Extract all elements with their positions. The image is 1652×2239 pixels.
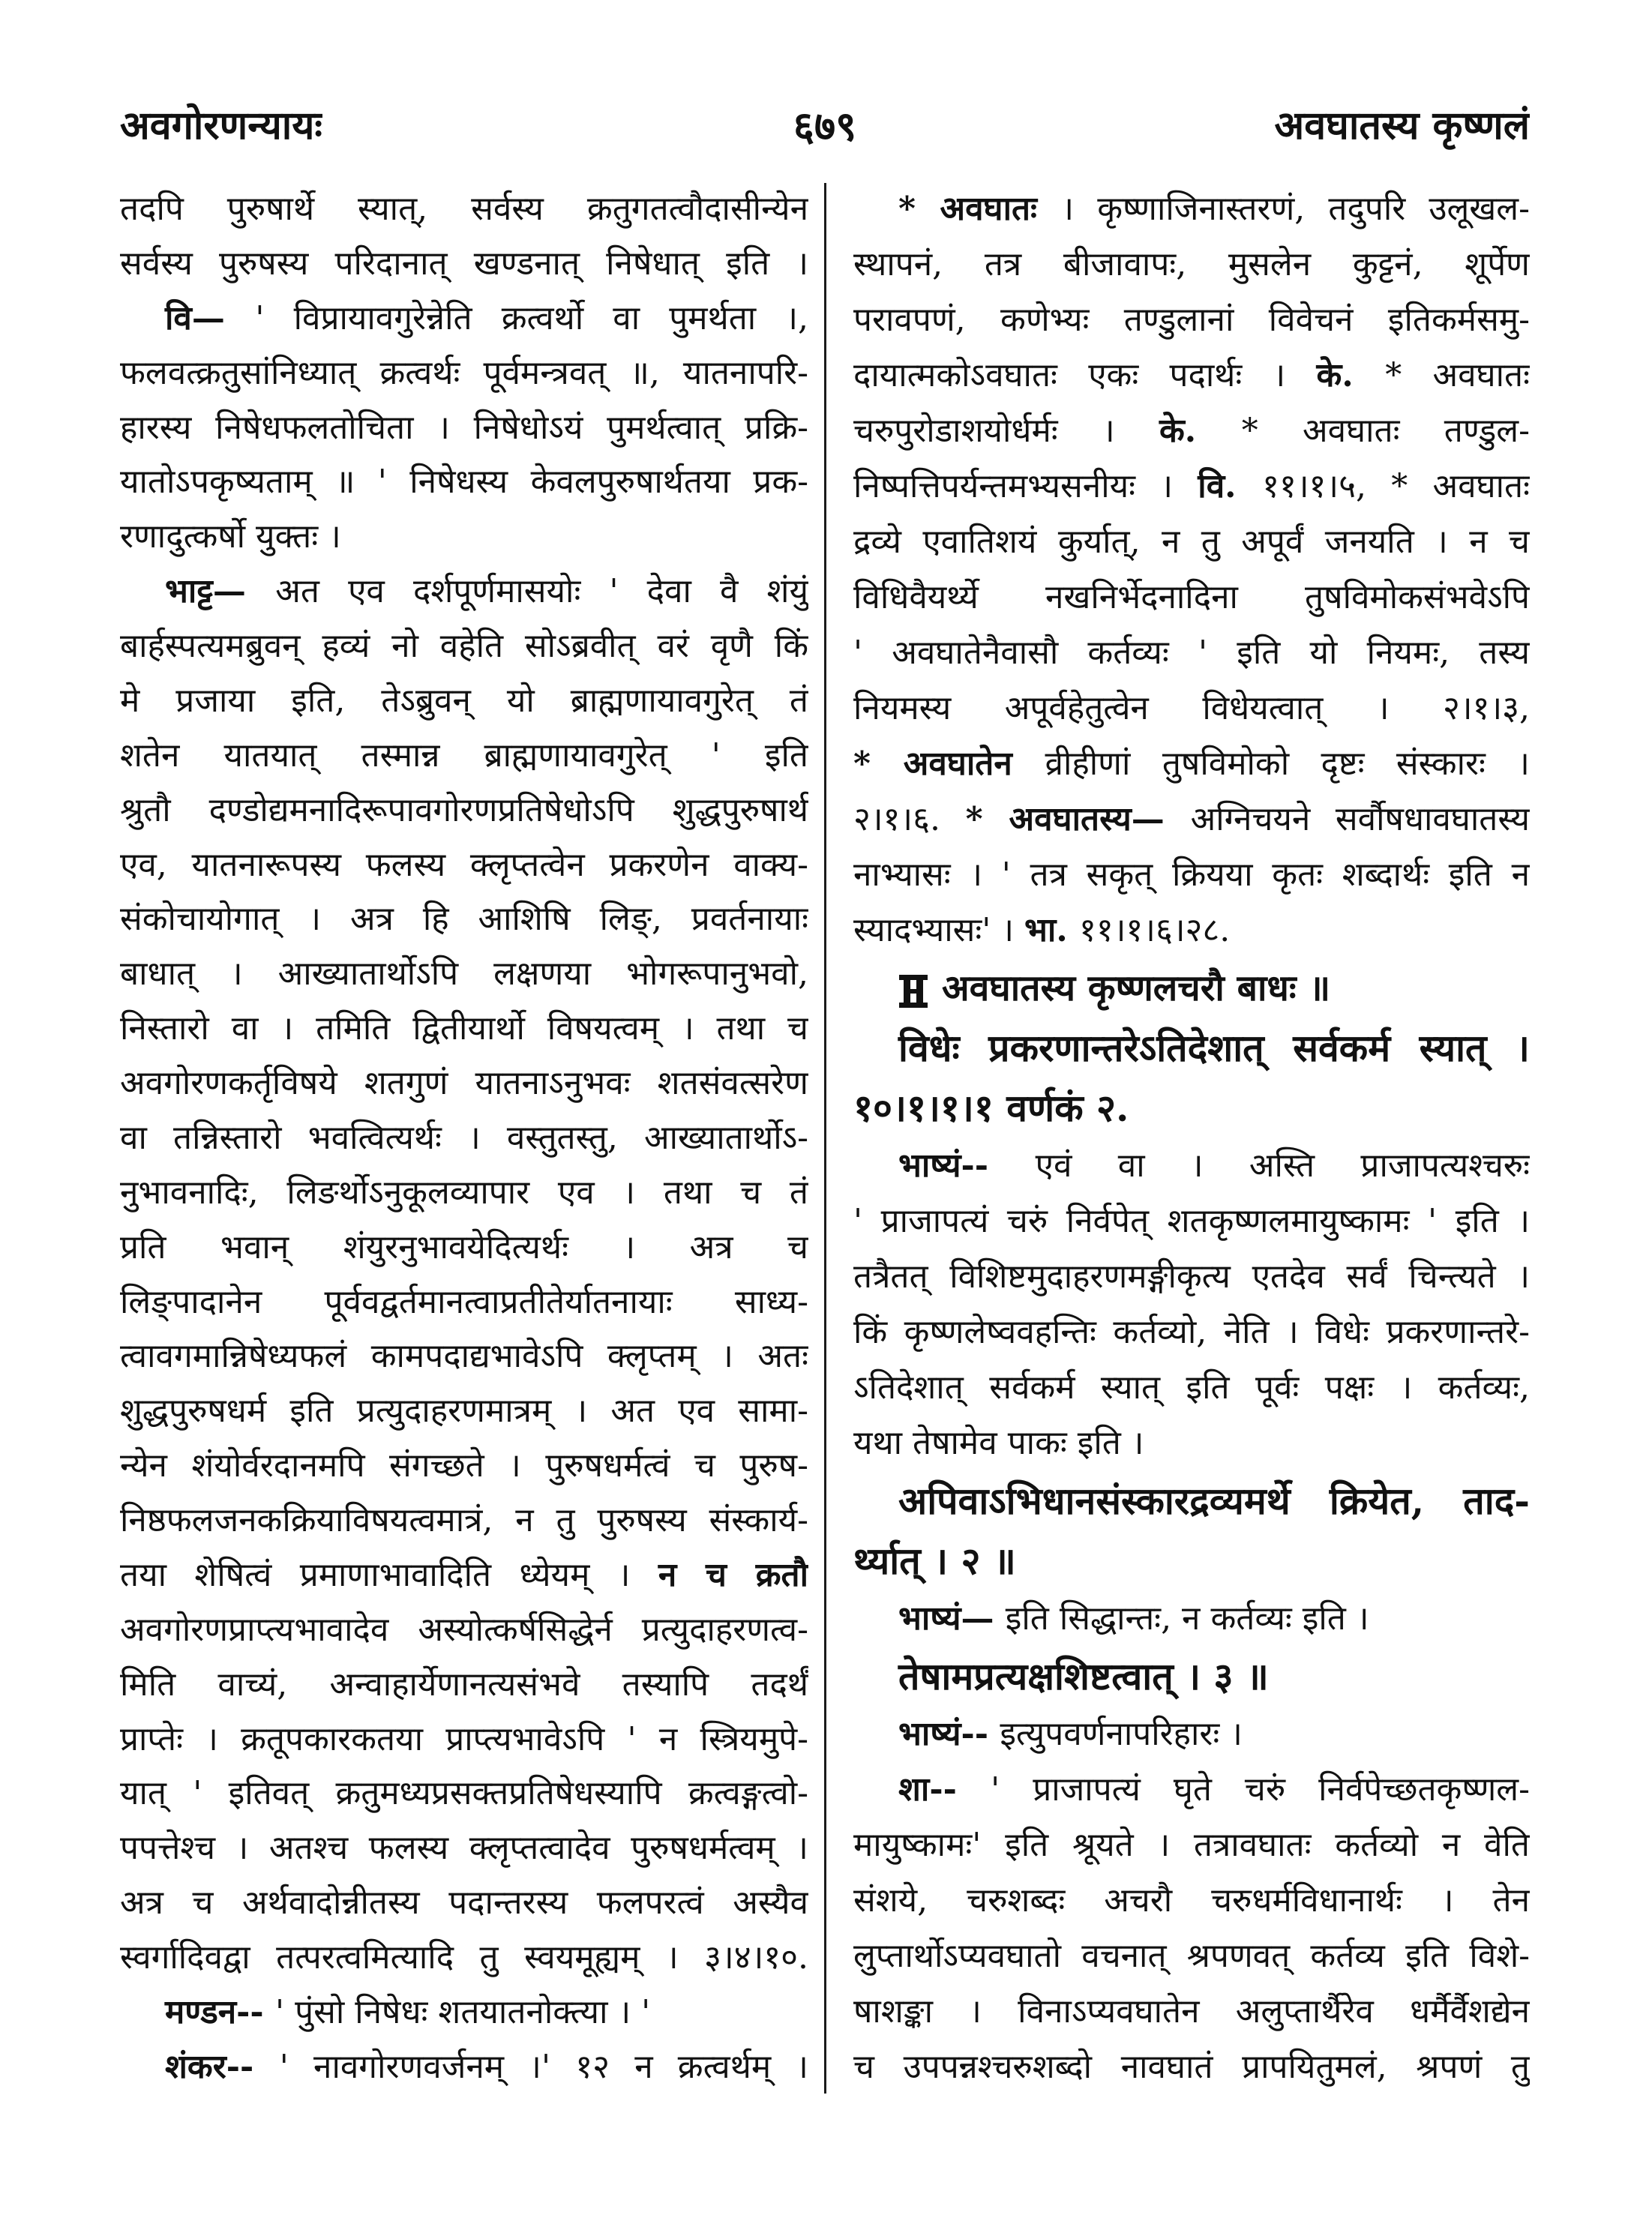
bold-label: * अवघातः [898,190,1062,228]
text-segment: हारस्य निषेधफलतोचिता । निषेधोऽयं पुमर्थत्वात् प्रक्रि- [120,408,808,447]
text-segment: इत्युपवर्णनापरिहारः । [1000,1715,1243,1753]
text-segment: दायात्मकोऽवघातः एकः पदार्थः । [853,356,1317,394]
line-content [120,1716,808,1763]
line-content [120,350,808,397]
section-heading [853,963,1530,1014]
bold-label: शंकर-- [165,2047,280,2086]
running-title-left: अवगोरणन्यायः [120,103,322,148]
running-title-right: अवघातस्य कृष्णलं [1274,103,1530,148]
text-segment: यात् ' इतिवत् क्रतुमध्यप्रसक्तप्रतिषेधस्यापि क्रत्वङ्गत्वो- [120,1774,808,1813]
text-line [853,463,1530,510]
text-segment: * अवघातः [1385,356,1530,394]
line-content [898,1023,1530,1074]
line-content [853,1083,1530,1134]
line-content [120,1006,808,1052]
bold-label: र्थ्यात् । २ ॥ [853,1539,1016,1583]
line-content [853,519,1530,565]
line-content [120,1662,808,1708]
line-content [120,1497,808,1544]
line-content [898,1711,1530,1758]
line-content [120,1388,808,1434]
bold-label: के. [1316,356,1386,394]
text-segment: एव, यातनारूपस्य फलस्य क्लृप्तत्वेन प्रकरणेन वाक्य- [120,845,808,884]
text-line [853,297,1530,343]
text-line [120,1170,808,1216]
text-line [853,1420,1530,1467]
line-content [120,678,808,724]
text-segment: रणादुत्कर्षो युक्तः । [120,517,341,556]
line-content [120,459,808,505]
text-line [853,685,1530,732]
line-content [853,630,1530,676]
text-segment: वा तन्निस्तारो भवत्वित्यर्थः । वस्तुतस्तु, आख्यातार्थोऽ- [120,1118,808,1157]
text-segment: ११।१।६।२८. [1078,911,1231,949]
text-line [853,408,1530,454]
bold-label: भा. [1024,911,1079,949]
line-content [853,1309,1530,1356]
bold-label: १०।१।१।१ वर्णकं २. [853,1086,1129,1130]
sutra-line [853,1083,1530,1134]
line-content [853,463,1530,510]
line-content [120,1170,808,1216]
sutra-line [853,1651,1530,1702]
text-line [853,574,1530,621]
text-segment: न्येन शंयोर्वरदानमपि संगच्छते । पुरुषधर्मत्वं च पुरुष- [120,1446,808,1485]
line-content [120,1060,808,1107]
text-line [120,678,808,724]
text-segment: २।१।६. [853,800,966,838]
text-line [853,1596,1530,1642]
text-segment: द्रव्ये एवातिशयं कुर्यात्, न तु अपूर्वं जनयति । न च [853,523,1530,561]
text-segment: नियमस्य अपूर्वहेतुत्वेन विधेयत्वात् । २।१।३, [853,689,1530,727]
text-segment: किं कृष्णलेष्ववहन्तिः कर्तव्यो, नेति । विधेः प्रकरणान्तरे- [853,1313,1530,1351]
line-content [120,1825,808,1872]
text-segment: परावपणं, कणेभ्यः तण्डुलानां विवेचनं इतिकर्मसमु- [853,301,1530,339]
text-line [120,1935,808,1981]
text-line [120,1716,808,1763]
text-segment: अवगोरणप्राप्त्यभावादेव अस्योत्कर्षसिद्धेर्न प्रत्युदाहरणत्व- [120,1610,808,1649]
text-segment: । कृष्णाजिनास्तरणं, तदुपरि उलूखल- [1061,190,1530,228]
line-content [120,733,808,779]
line-content [853,852,1530,898]
line-content [120,623,808,670]
text-segment: बार्हस्पत्यमब्रुवन् हव्यं नो वहेति सोऽब्रवीत् वरं वृणै किं [120,627,808,665]
sutra-line [853,1023,1530,1074]
line-content [120,1279,808,1326]
bold-label: वि— [165,298,256,337]
text-segment: यातोऽपकृष्यताम् ॥ ' निषेधस्य केवलपुरुषार्थतया प्रक- [120,463,808,502]
text-line [120,1333,808,1380]
text-line [120,1497,808,1544]
text-line [120,241,808,287]
text-line [853,1254,1530,1300]
text-segment: स्वर्गादिवद्वा तत्परत्वमित्यादि तु स्वयमूह्यम् । ३।४।१०. [120,1938,808,1977]
text-segment: ' प्राजापत्यं घृते चरुं निर्वपेच्छतकृष्णल- [991,1770,1530,1809]
text-line [120,1224,808,1271]
text-segment: ऽतिदेशात् सर्वकर्म स्यात् इति पूर्वः पक्षः । कर्तव्यः, [853,1368,1530,1407]
text-segment: तत्रैतत् विशिष्टमुदाहरणमङ्गीकृत्य एतदेव सर्वं चिन्त्यते । [853,1257,1530,1296]
line-content [853,741,1530,787]
text-line [853,907,1530,954]
text-line [120,350,808,397]
line-content [120,1607,808,1653]
line-content [120,842,808,889]
bold-label: के. [1159,412,1242,450]
line-content [120,1880,808,1926]
text-line [853,796,1530,843]
text-line [120,787,808,834]
line-content [120,787,808,834]
text-line [853,1143,1530,1189]
text-segment: शुद्धपुरुषधर्म इति प्रत्युदाहरणमात्रम् । अत एव सामा- [120,1392,808,1431]
text-line [120,1770,808,1817]
text-segment: निष्पत्तिपर्यन्तमभ्यसनीयः । [853,467,1198,505]
text-segment: श्रुतौ दण्डोद्यमनादिरूपावगोरणप्रतिषेधोऽपि शुद्धपुरुषार्थ [120,790,808,829]
text-segment: ' अवघातेनैवासौ कर्तव्यः ' इति यो नियमः, तस्य [853,634,1530,672]
line-content [853,2044,1530,2091]
text-line [853,1365,1530,1411]
text-line [120,1388,808,1434]
line-content [165,2044,808,2091]
text-segment: मिति वाच्यं, अन्वाहार्येणानत्यसंभवे तस्यापि तदर्थं [120,1665,808,1704]
line-content [898,1767,1530,1813]
text-line [853,1711,1530,1758]
text-segment: तदपि पुरुषार्थे स्यात्, सर्वस्य क्रतुगतत्वौदासीन्येन [120,190,808,228]
sutra-line [853,1476,1530,1527]
text-line [120,1006,808,1052]
line-content [853,796,1530,843]
text-segment: च उपपन्नश्चरुशब्दो नावघातं प्रापयितुमलं, श्रपणं तु [853,2048,1530,2086]
line-content [853,297,1530,343]
text-segment: इति सिद्धान्तः, न कर्तव्यः इति । [1005,1599,1369,1638]
line-content [853,685,1530,732]
line-content [898,1651,1530,1702]
text-segment: लिङ्पादानेन पूर्ववद्वर्तमानत्वाप्रतीतेर्यातनायाः साध्य- [120,1282,808,1321]
text-line [853,1198,1530,1245]
line-content [120,896,808,943]
text-line [853,186,1530,232]
text-line [120,405,808,451]
text-line [120,514,808,560]
text-segment: बाधात् । आख्यातार्थोऽपि लक्षणया भोगरूपानुभवो, [120,955,808,994]
text-segment: * अवघातः तण्डुल- [1241,412,1530,450]
text-line [120,623,808,670]
bold-label: भाष्यं-- [898,1715,1000,1753]
line-content [120,186,808,232]
text-line [120,2044,808,2091]
text-line [120,1552,808,1599]
text-line [853,519,1530,565]
text-segment: ' प्राजापत्यं चरुं निर्वपेत् शतकृष्णलमायुष्कामः ' इति । [853,1202,1530,1240]
line-content [120,405,808,451]
text-line [853,1989,1530,2035]
text-segment: ' पुंसो निषेधः शतयातनोक्त्या । ' [275,1992,651,2031]
text-line [853,2044,1530,2091]
text-line [120,1060,808,1107]
left-column [120,186,808,2091]
text-segment: अवगोरणकर्तृविषये शतगुणं यातनाऽनुभवः शतसंवत्सरेण [120,1064,808,1102]
text-segment: निस्तारो वा । तमिति द्वितीयार्थो विषयत्वम् । तथा च [120,1009,808,1048]
line-content [853,1989,1530,2035]
text-line [120,733,808,779]
bold-label: मण्डन-- [165,1992,276,2031]
bold-label: * अवघातेन [853,745,1045,783]
text-segment: फलवत्क्रतुसांनिध्यात् क्रत्वर्थः पूर्वमन्त्रवत् ॥, यातनापरि- [120,353,808,392]
text-segment: अत एव दर्शपूर्णमासयोः ' देवा वै शंयुं [275,572,808,611]
line-content [853,1536,1530,1587]
text-segment: लुप्तार्थोऽप्यवघातो वचनात् श्रपणवत् कर्तव्य इति विशे- [853,1937,1530,1975]
text-segment: षाशङ्का । विनाऽप्यवघातेन अलुप्तार्थैरेव धर्मैर्वैशद्येन [853,1992,1530,2031]
text-line [853,630,1530,676]
bold-label: अवघातस्य कृष्णलचरौ बाधः ॥ [942,967,1331,1009]
line-content [898,186,1530,232]
line-content [165,568,808,615]
line-content [853,907,1530,954]
text-segment: प्रति भवान् शंयुरनुभावयेदित्यर्थः । अत्र च [120,1227,808,1266]
text-segment: स्यादभ्यासः' । [853,911,1024,949]
text-line [120,295,808,342]
text-line [120,1662,808,1708]
text-line [120,1825,808,1872]
text-segment: निष्ठफलजनकक्रियाविषयत्वमात्रं, न तु पुरुषस्य संस्कार्य- [120,1501,808,1539]
text-segment: नाभ्यासः । ' तत्र सकृत् क्रियया कृतः शब्दार्थः इति न [853,856,1530,894]
section-mark-icon [898,974,928,1009]
sutra-line [853,1536,1530,1587]
column-divider [824,183,826,2094]
text-line [120,459,808,505]
line-content [898,1476,1530,1527]
text-segment: चरुपुरोडाशयोर्धर्मः । [853,412,1159,450]
bold-label: शा-- [898,1770,991,1809]
line-content [120,1333,808,1380]
text-segment: शतेन यातयात् तस्मान्न ब्राह्मणायावगुरेत् ' इति [120,736,808,775]
bold-label: न च क्रतौ [658,1555,808,1594]
text-line [120,1443,808,1489]
line-content [853,574,1530,621]
line-content [120,1552,808,1599]
line-content [898,1143,1530,1189]
text-line [853,1933,1530,1980]
text-line [120,186,808,232]
text-segment: अत्र च अर्थवादोन्नीतस्य पदान्तरस्य फलपरत्वं अस्यैव [120,1884,808,1923]
bold-label: * अवघातस्य— [965,800,1191,838]
bold-label: वि. [1198,467,1263,505]
line-content [853,1198,1530,1245]
line-content [853,1933,1530,1980]
text-segment: प्राप्तेः । क्रतूपकारकतया प्राप्त्यभावेऽपि ' न स्त्रियमुपे- [120,1719,808,1758]
text-line [853,1878,1530,1924]
text-segment: ' विप्रायावगुरेन्नेति क्रत्वर्थो वा पुमर्थता ।, [255,298,808,337]
text-line [853,1309,1530,1356]
text-line [853,352,1530,399]
bold-label: भाट्ट— [165,572,276,611]
text-segment: अग्निचयने सर्वौषधावघातस्य [1190,800,1530,838]
bold-label: अपिवाऽभिधानसंस्कारद्रव्यमर्थे क्रियेत, ताद- [898,1479,1530,1523]
bold-label: भाष्यं— [898,1599,1006,1638]
text-line [853,1767,1530,1813]
text-segment: एवं वा । अस्ति प्राजापत्यश्चरुः [1035,1146,1530,1185]
text-segment: स्थापनं, तत्र बीजावापः, मुसलेन कुट्टनं, शूर्पेण [853,245,1530,283]
text-segment: सर्वस्य पुरुषस्य परिदानात् खण्डनात् निषेधात् इति । [120,244,808,283]
page-number: ६७९ [793,102,857,150]
line-content [853,1420,1530,1467]
bold-label: विधेः प्रकरणान्तरेऽतिदेशात् सर्वकर्म स्यात् । [898,1026,1530,1070]
text-line [853,852,1530,898]
text-line [853,241,1530,288]
text-segment: विधिवैयर्थ्ये नखनिर्भेदनादिना तुषविमोकसंभवेऽपि [853,578,1530,616]
line-content [120,1443,808,1489]
text-line [853,1822,1530,1869]
line-content [165,295,808,342]
line-content [165,1989,808,2036]
text-segment: त्वावगमान्निषेध्यफलं कामपदाद्यभावेऽपि क्लृप्तम् । अतः [120,1337,808,1376]
line-content [120,1115,808,1161]
text-line [853,741,1530,787]
line-content [898,1596,1530,1642]
line-content [120,241,808,287]
text-segment: ११।१।५, * अवघातः [1262,467,1530,505]
running-header [120,96,1530,156]
text-line [120,896,808,943]
line-content [120,951,808,997]
line-content [853,352,1530,399]
bold-label: तेषामप्रत्यक्षशिष्टत्वात् । ३ ॥ [898,1654,1269,1698]
text-segment: मायुष्कामः' इति श्रूयते । तत्रावघातः कर्तव्यो न वेति [853,1826,1530,1864]
text-segment: तया शेषित्वं प्रमाणाभावादिति ध्येयम् । [120,1555,658,1594]
right-column [853,186,1530,2091]
text-line [120,1989,808,2036]
line-content [853,1254,1530,1300]
text-segment: मे प्रजाया इति, तेऽब्रुवन् यो ब्राह्मणायावगुरेत् तं [120,681,808,720]
line-content [120,514,808,560]
text-line [120,951,808,997]
text-line [120,1115,808,1161]
line-content [853,241,1530,288]
line-content [853,1878,1530,1924]
text-segment: यथा तेषामेव पाकः इति । [853,1424,1144,1462]
text-segment: संकोचायोगात् । अत्र हि आशिषि लिङ्, प्रवर्तनायाः [120,900,808,939]
text-line [120,1279,808,1326]
line-content [898,963,1530,1014]
line-content [853,1822,1530,1869]
text-line [120,568,808,615]
line-content [120,1770,808,1817]
text-line [120,1607,808,1653]
line-content [120,1224,808,1271]
line-content [853,408,1530,454]
line-content [853,1365,1530,1411]
bold-label: भाष्यं-- [898,1146,1036,1185]
text-segment: नुभावनादिः, लिङर्थोऽनुकूलव्यापार एव । तथा च तं [120,1173,808,1212]
text-line [120,842,808,889]
text-line [120,1880,808,1926]
line-content [120,1935,808,1981]
text-segment: संशये, चरुशब्दः अचरौ चरुधर्मविधानार्थः । तेन [853,1881,1530,1920]
text-segment: ' नावगोरणवर्जनम् ।' १२ न क्रत्वर्थम् । [279,2047,808,2086]
text-segment: व्रीहीणां तुषविमोको दृष्टः संस्कारः । [1045,745,1530,783]
text-segment: पपत्तेश्च । अतश्च फलस्य क्लृप्तत्वादेव पुरुषधर्मत्वम् । [120,1829,808,1868]
